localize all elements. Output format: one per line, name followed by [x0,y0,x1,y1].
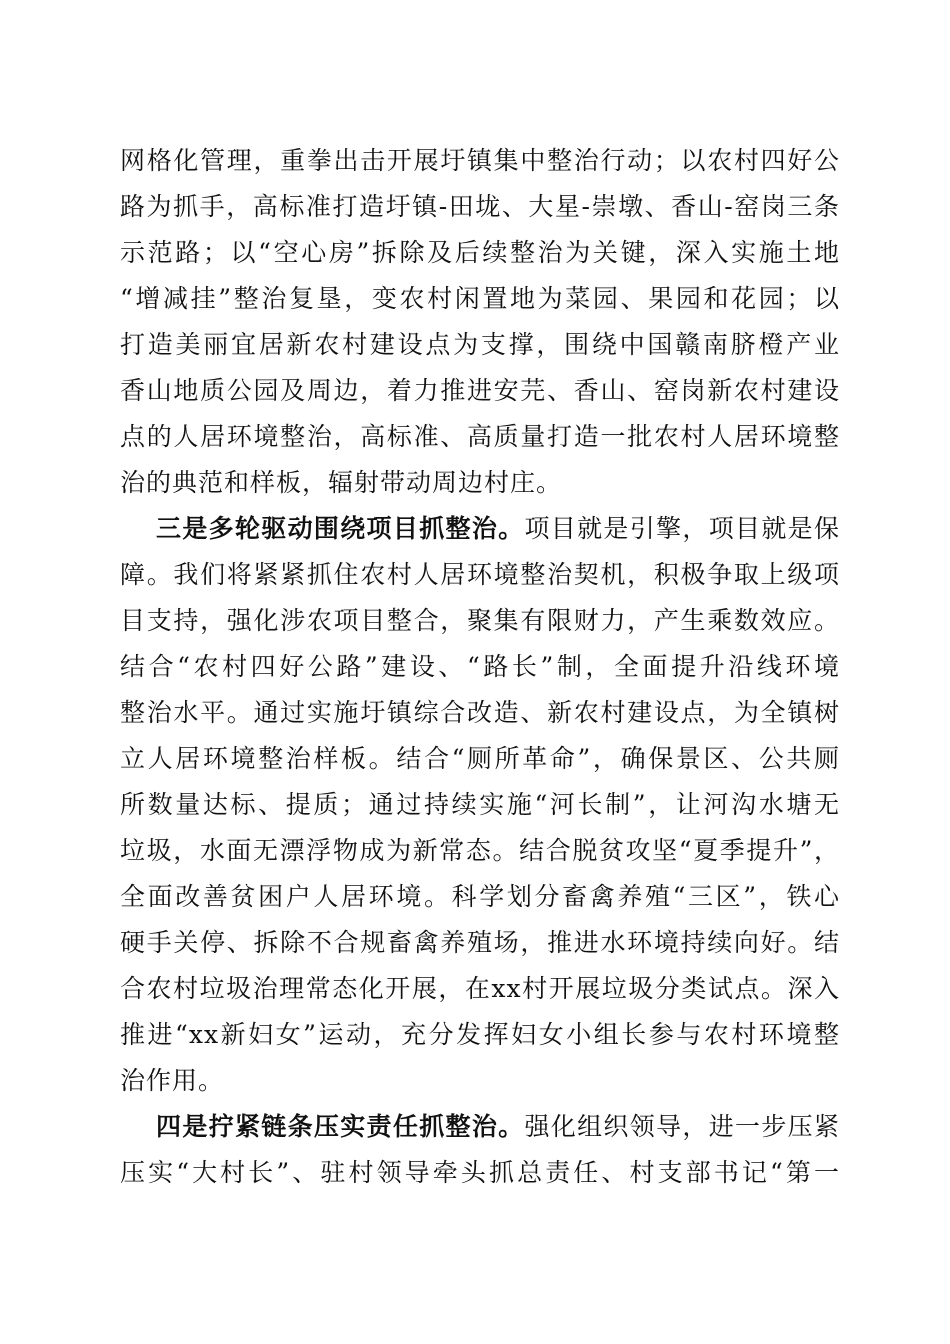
paragraph-line: 硬手关停、拆除不合规畜禽养殖场，推进水环境持续向好。结 [120,928,840,957]
paragraph-line: 全面改善贫困户人居环境。科学划分畜禽养殖“三区”，铁心 [120,882,840,911]
paragraph-line: 整治水平。通过实施圩镇综合改造、新农村建设点，为全镇树 [120,698,840,727]
paragraph-line: 结合“农村四好公路”建设、“路长”制，全面提升沿线环境 [120,652,840,681]
paragraph-first-line [120,1104,840,1150]
paragraph-line: 合农村垃圾治理常态化开展，在xx村开展垃圾分类试点。深入 [120,974,840,1003]
paragraph-line: 网格化管理，重拳出击开展圩镇集中整治行动；以农村四好公 [120,146,840,175]
paragraph-lead-rest: 强化组织领导，进一步压紧 [524,1112,840,1141]
paragraph-line: 香山地质公园及周边，着力推进安芫、香山、窑岗新农村建设 [120,376,840,405]
paragraph-3 [120,1104,840,1196]
paragraph-line: 目支持，强化涉农项目整合，聚集有限财力，产生乘数效应。 [120,606,840,635]
paragraph-line: 垃圾，水面无漂浮物成为新常态。结合脱贫攻坚“夏季提升”， [120,836,840,865]
paragraph-line: “增减挂”整治复垦，变农村闲置地为菜园、果园和花园；以 [120,284,840,313]
paragraph-line: 压实“大村长”、驻村领导牵头抓总责任、村支部书记“第一 [120,1158,840,1187]
paragraph-line: 推进“xx新妇女”运动，充分发挥妇女小组长参与农村环境整 [120,1020,840,1049]
paragraph-line: 治作用。 [120,1066,225,1095]
paragraph-line: 立人居环境整治样板。结合“厕所革命”，确保景区、公共厕 [120,744,840,773]
paragraph-line: 打造美丽宜居新农村建设点为支撑，围绕中国赣南脐橙产业 [120,330,840,359]
paragraph-lead-heading: 三是多轮驱动围绕项目抓整治。 [156,514,525,543]
paragraph-1 [120,138,840,506]
paragraph-lead-rest: 项目就是引擎，项目就是保 [524,514,840,543]
paragraph-line: 障。我们将紧紧抓住农村人居环境整治契机，积极争取上级项 [120,560,840,589]
paragraph-lead-heading: 四是拧紧链条压实责任抓整治。 [156,1112,525,1141]
paragraph-first-line [120,506,840,552]
document-body [120,138,840,1196]
paragraph-line: 路为抓手，高标准打造圩镇-田垅、大星-崇墩、香山-窑岗三条 [120,192,840,221]
paragraph-line: 所数量达标、提质；通过持续实施“河长制”，让河沟水塘无 [120,790,840,819]
paragraph-line: 点的人居环境整治，高标准、高质量打造一批农村人居环境整 [120,422,840,451]
paragraph-line: 治的典范和样板，辐射带动周边村庄。 [120,468,563,497]
paragraph-2 [120,506,840,1104]
paragraph-line: 示范路；以“空心房”拆除及后续整治为关键，深入实施土地 [120,238,840,267]
